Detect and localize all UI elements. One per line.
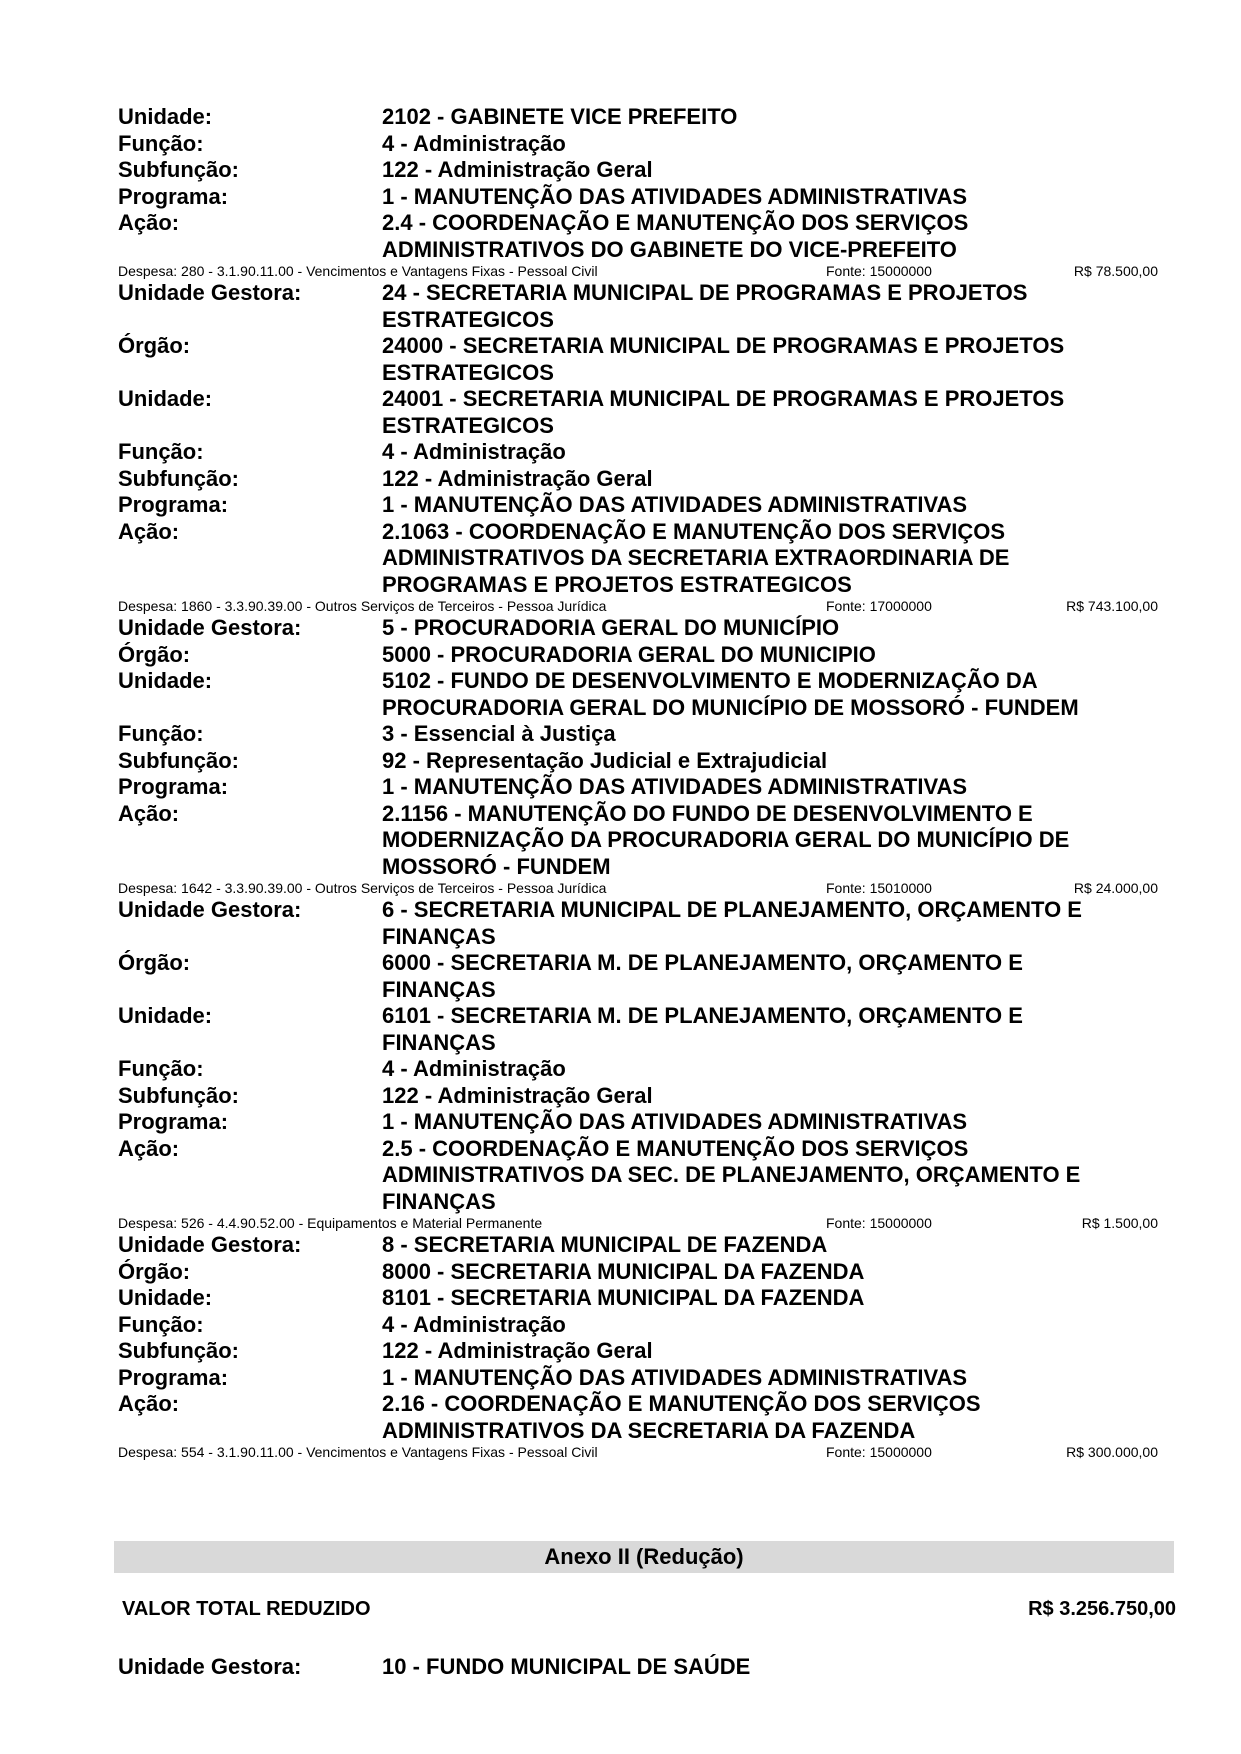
- despesa-value: R$ 1.500,00: [1081, 1215, 1158, 1231]
- field-value: [382, 1391, 1132, 1444]
- field-label: Programa:: [118, 1109, 229, 1134]
- field-value: [382, 519, 1132, 599]
- field-row: [118, 280, 1158, 333]
- field-value-line: 8000 - SECRETARIA MUNICIPAL DA FAZENDA: [382, 1258, 865, 1284]
- field-value-line: 24001 - SECRETARIA MUNICIPAL DE PROGRAMAS E PROJETOS: [382, 386, 1065, 411]
- field-label: Ação:: [118, 210, 180, 235]
- field-label: Órgão:: [118, 950, 191, 975]
- field-value: [382, 492, 1132, 519]
- field-value: [382, 1003, 1132, 1056]
- field-row: [118, 1312, 1158, 1339]
- field-label: Programa:: [118, 492, 229, 517]
- field-row: [118, 492, 1158, 519]
- field-row: [118, 386, 1158, 439]
- field-value-line: PROGRAMAS E PROJETOS ESTRATEGICOS: [382, 571, 852, 597]
- field-row: [118, 1285, 1158, 1312]
- field-label: Unidade:: [118, 668, 213, 693]
- field-value-line: 2.4 - COORDENAÇÃO E MANUTENÇÃO DOS SERVIÇOS: [382, 210, 969, 235]
- field-value-line: 6101 - SECRETARIA M. DE PLANEJAMENTO, ORÇAMENTO E: [382, 1003, 1023, 1028]
- field-value-line: 6 - SECRETARIA MUNICIPAL DE PLANEJAMENTO, ORÇAMENTO E: [382, 897, 1082, 922]
- field-label: Unidade Gestora:: [118, 1232, 302, 1257]
- field-label: Ação:: [118, 518, 180, 544]
- despesa-value: R$ 743.100,00: [1066, 598, 1158, 614]
- despesa-line: [118, 1215, 1158, 1232]
- field-row: [118, 1259, 1158, 1286]
- field-value-line: FINANÇAS: [382, 1188, 496, 1214]
- field-value-line: ADMINISTRATIVOS DA SECRETARIA EXTRAORDINARIA DE: [382, 545, 1010, 570]
- field-label: Subfunção:: [118, 1082, 239, 1108]
- field-label: Subfunção:: [118, 157, 239, 182]
- field-value: [382, 1259, 1132, 1286]
- field-value-line: ESTRATEGICOS: [382, 306, 554, 332]
- budget-block: [118, 615, 1158, 897]
- field-row: [118, 1003, 1158, 1056]
- field-value-line: 6000 - SECRETARIA M. DE PLANEJAMENTO, ORÇAMENTO E: [382, 950, 1023, 975]
- field-row: [118, 210, 1158, 263]
- field-row: [118, 668, 1158, 721]
- budget-block: [118, 897, 1158, 1232]
- field-label: Função:: [118, 130, 204, 156]
- field-label: Unidade Gestora:: [118, 280, 302, 305]
- field-value-line: ADMINISTRATIVOS DA SEC. DE PLANEJAMENTO, ORÇAMENTO E: [382, 1162, 1081, 1187]
- field-value-line: 1 - MANUTENÇÃO DAS ATIVIDADES ADMINISTRATIVAS: [382, 1109, 968, 1134]
- field-value-line: 122 - Administração Geral: [382, 465, 653, 491]
- field-value: [382, 615, 1132, 642]
- field-label: Unidade Gestora:: [118, 897, 302, 922]
- field-row: [118, 642, 1158, 669]
- field-label: Função:: [118, 439, 204, 464]
- field-label: Órgão:: [118, 641, 191, 667]
- field-value-line: 4 - Administração: [382, 1311, 566, 1337]
- field-value: [382, 1338, 1132, 1365]
- budget-block: [118, 1232, 1158, 1461]
- despesa-description: Despesa: 1642 - 3.3.90.39.00 - Outros Serviços de Terceiros - Pessoa Jurídica: [118, 880, 607, 896]
- field-label: Unidade:: [118, 1285, 213, 1310]
- field-label: Unidade Gestora:: [118, 615, 302, 640]
- field-value: [382, 210, 1132, 263]
- field-value-line: 1 - MANUTENÇÃO DAS ATIVIDADES ADMINISTRATIVAS: [382, 183, 968, 209]
- field-row: [118, 1083, 1158, 1110]
- field-row: [118, 1654, 1158, 1681]
- field-value-line: 8101 - SECRETARIA MUNICIPAL DA FAZENDA: [382, 1285, 865, 1310]
- field-row: [118, 439, 1158, 466]
- field-value: [382, 950, 1132, 1003]
- field-value: [382, 1109, 1132, 1136]
- despesa-fonte: Fonte: 15000000: [826, 263, 932, 279]
- document-body: [118, 104, 1158, 1461]
- field-label: Subfunção:: [118, 465, 239, 491]
- field-value-line: PROCURADORIA GERAL DO MUNICÍPIO DE MOSSORÓ - FUNDEM: [382, 694, 1079, 720]
- field-label: Unidade:: [118, 1003, 213, 1028]
- despesa-description: Despesa: 280 - 3.1.90.11.00 - Vencimentos e Vantagens Fixas - Pessoal Civil: [118, 263, 598, 279]
- total-label: VALOR TOTAL REDUZIDO: [122, 1598, 371, 1620]
- field-row: [118, 157, 1158, 184]
- field-value-line: FINANÇAS: [382, 976, 496, 1002]
- field-label: Unidade:: [118, 386, 213, 411]
- field-row: [118, 184, 1158, 211]
- field-value-line: 1 - MANUTENÇÃO DAS ATIVIDADES ADMINISTRATIVAS: [382, 492, 968, 517]
- despesa-value: R$ 300.000,00: [1066, 1444, 1158, 1460]
- field-label: Unidade Gestora:: [118, 1654, 302, 1679]
- field-row: [118, 748, 1158, 775]
- field-value-line: 2.16 - COORDENAÇÃO E MANUTENÇÃO DOS SERVIÇOS: [382, 1391, 981, 1416]
- field-row: [118, 615, 1158, 642]
- field-value: 10 - FUNDO MUNICIPAL DE SAÚDE: [382, 1654, 751, 1679]
- field-value: [382, 131, 1132, 158]
- field-value-line: 4 - Administração: [382, 439, 566, 464]
- field-value-line: 122 - Administração Geral: [382, 1082, 653, 1108]
- despesa-fonte: Fonte: 15000000: [826, 1444, 932, 1460]
- despesa-description: Despesa: 1860 - 3.3.90.39.00 - Outros Serviços de Terceiros - Pessoa Jurídica: [118, 598, 607, 614]
- field-value: [382, 104, 1132, 131]
- field-label: Órgão:: [118, 1258, 191, 1284]
- field-value: [382, 801, 1132, 881]
- field-value-line: 4 - Administração: [382, 1056, 566, 1081]
- field-value: [382, 1232, 1132, 1259]
- field-row: [118, 950, 1158, 1003]
- field-row: [118, 1338, 1158, 1365]
- field-value: [382, 1083, 1132, 1110]
- despesa-description: Despesa: 554 - 3.1.90.11.00 - Vencimentos e Vantagens Fixas - Pessoal Civil: [118, 1444, 598, 1460]
- despesa-fonte: Fonte: 15010000: [826, 880, 932, 896]
- field-value: [382, 774, 1132, 801]
- despesa-line: [118, 598, 1158, 615]
- field-row: [118, 519, 1158, 599]
- field-value-line: FINANÇAS: [382, 1029, 496, 1055]
- field-value-line: 24000 - SECRETARIA MUNICIPAL DE PROGRAMAS E PROJETOS: [382, 333, 1065, 358]
- despesa-description: Despesa: 526 - 4.4.90.52.00 - Equipamentos e Material Permanente: [118, 1215, 543, 1231]
- field-value-line: FINANÇAS: [382, 923, 496, 949]
- field-value-line: ESTRATEGICOS: [382, 412, 554, 438]
- field-value-line: 2.1063 - COORDENAÇÃO E MANUTENÇÃO DOS SERVIÇOS: [382, 518, 1006, 544]
- field-value-line: 24 - SECRETARIA MUNICIPAL DE PROGRAMAS E PROJETOS: [382, 280, 1028, 305]
- field-label: Função:: [118, 1311, 204, 1337]
- field-value-line: ESTRATEGICOS: [382, 359, 554, 385]
- field-value: [382, 280, 1132, 333]
- despesa-line: [118, 880, 1158, 897]
- field-label: Ação:: [118, 1135, 180, 1161]
- field-row: [118, 897, 1158, 950]
- field-label: Ação:: [118, 1391, 180, 1416]
- field-label: Ação:: [118, 800, 180, 826]
- field-value: [382, 721, 1132, 748]
- field-value-line: 2102 - GABINETE VICE PREFEITO: [382, 104, 738, 129]
- field-row: [118, 1391, 1158, 1444]
- despesa-value: R$ 78.500,00: [1073, 263, 1158, 279]
- field-value-line: 5102 - FUNDO DE DESENVOLVIMENTO E MODERNIZAÇÃO DA: [382, 668, 1038, 693]
- field-row: [118, 1232, 1158, 1259]
- field-row: [118, 1109, 1158, 1136]
- annex-title: Anexo II (Redução): [544, 1544, 744, 1569]
- field-label: Programa:: [118, 1364, 229, 1390]
- despesa-fonte: Fonte: 15000000: [826, 1215, 932, 1231]
- budget-block: [118, 104, 1158, 280]
- annex-title-bar: [114, 1541, 1174, 1573]
- field-value-line: 8 - SECRETARIA MUNICIPAL DE FAZENDA: [382, 1232, 828, 1257]
- field-row: [118, 774, 1158, 801]
- field-label: Subfunção:: [118, 747, 239, 773]
- field-value-line: 2.1156 - MANUTENÇÃO DO FUNDO DE DESENVOLVIMENTO E: [382, 800, 1033, 826]
- despesa-line: [118, 1444, 1158, 1461]
- field-label: Subfunção:: [118, 1338, 239, 1363]
- field-value: [382, 386, 1132, 439]
- field-row: [118, 1136, 1158, 1216]
- field-row: [118, 466, 1158, 493]
- field-value: [382, 439, 1132, 466]
- despesa-fonte: Fonte: 17000000: [826, 598, 932, 614]
- field-value-line: 1 - MANUTENÇÃO DAS ATIVIDADES ADMINISTRATIVAS: [382, 1364, 968, 1390]
- field-value: [382, 897, 1132, 950]
- budget-block: [118, 280, 1158, 615]
- field-label: Função:: [118, 1056, 204, 1081]
- field-value: [382, 1056, 1132, 1083]
- field-value-line: 2.5 - COORDENAÇÃO E MANUTENÇÃO DOS SERVIÇOS: [382, 1135, 969, 1161]
- field-value: [382, 642, 1132, 669]
- field-label: Unidade:: [118, 104, 213, 129]
- field-value-line: 3 - Essencial à Justiça: [382, 721, 616, 746]
- field-value-line: 122 - Administração Geral: [382, 1338, 653, 1363]
- field-row: [118, 1056, 1158, 1083]
- field-value-line: MODERNIZAÇÃO DA PROCURADORIA GERAL DO MUNICÍPIO DE: [382, 827, 1070, 852]
- field-value: [382, 748, 1132, 775]
- field-row: [118, 131, 1158, 158]
- field-label: Programa:: [118, 183, 229, 209]
- field-row: [118, 721, 1158, 748]
- field-value-line: MOSSORÓ - FUNDEM: [382, 853, 611, 879]
- field-value-line: 4 - Administração: [382, 130, 566, 156]
- field-value: [382, 1136, 1132, 1216]
- field-value-line: ADMINISTRATIVOS DO GABINETE DO VICE-PREFEITO: [382, 236, 957, 262]
- field-value-line: 122 - Administração Geral: [382, 157, 653, 182]
- field-value: [382, 1285, 1132, 1312]
- field-value: [382, 1312, 1132, 1339]
- field-value: [382, 184, 1132, 211]
- despesa-value: R$ 24.000,00: [1073, 880, 1158, 896]
- field-value: [382, 1365, 1132, 1392]
- field-row: [118, 1365, 1158, 1392]
- field-value-line: ADMINISTRATIVOS DA SECRETARIA DA FAZENDA: [382, 1417, 916, 1443]
- field-row: [118, 333, 1158, 386]
- field-value-line: 5 - PROCURADORIA GERAL DO MUNICÍPIO: [382, 615, 840, 640]
- total-value: R$ 3.256.750,00: [1028, 1598, 1176, 1620]
- field-value: [382, 466, 1132, 493]
- despesa-line: [118, 263, 1158, 280]
- field-row: [118, 801, 1158, 881]
- field-value-line: 1 - MANUTENÇÃO DAS ATIVIDADES ADMINISTRATIVAS: [382, 774, 968, 799]
- field-value: [382, 333, 1132, 386]
- field-value-line: 92 - Representação Judicial e Extrajudicial: [382, 747, 828, 773]
- field-value-line: 5000 - PROCURADORIA GERAL DO MUNICIPIO: [382, 641, 876, 667]
- field-label: Função:: [118, 721, 204, 746]
- field-label: Órgão:: [118, 333, 191, 358]
- total-reduced-row: [122, 1597, 1176, 1621]
- field-value: [382, 668, 1132, 721]
- field-row: [118, 104, 1158, 131]
- field-label: Programa:: [118, 774, 229, 799]
- field-value: [382, 157, 1132, 184]
